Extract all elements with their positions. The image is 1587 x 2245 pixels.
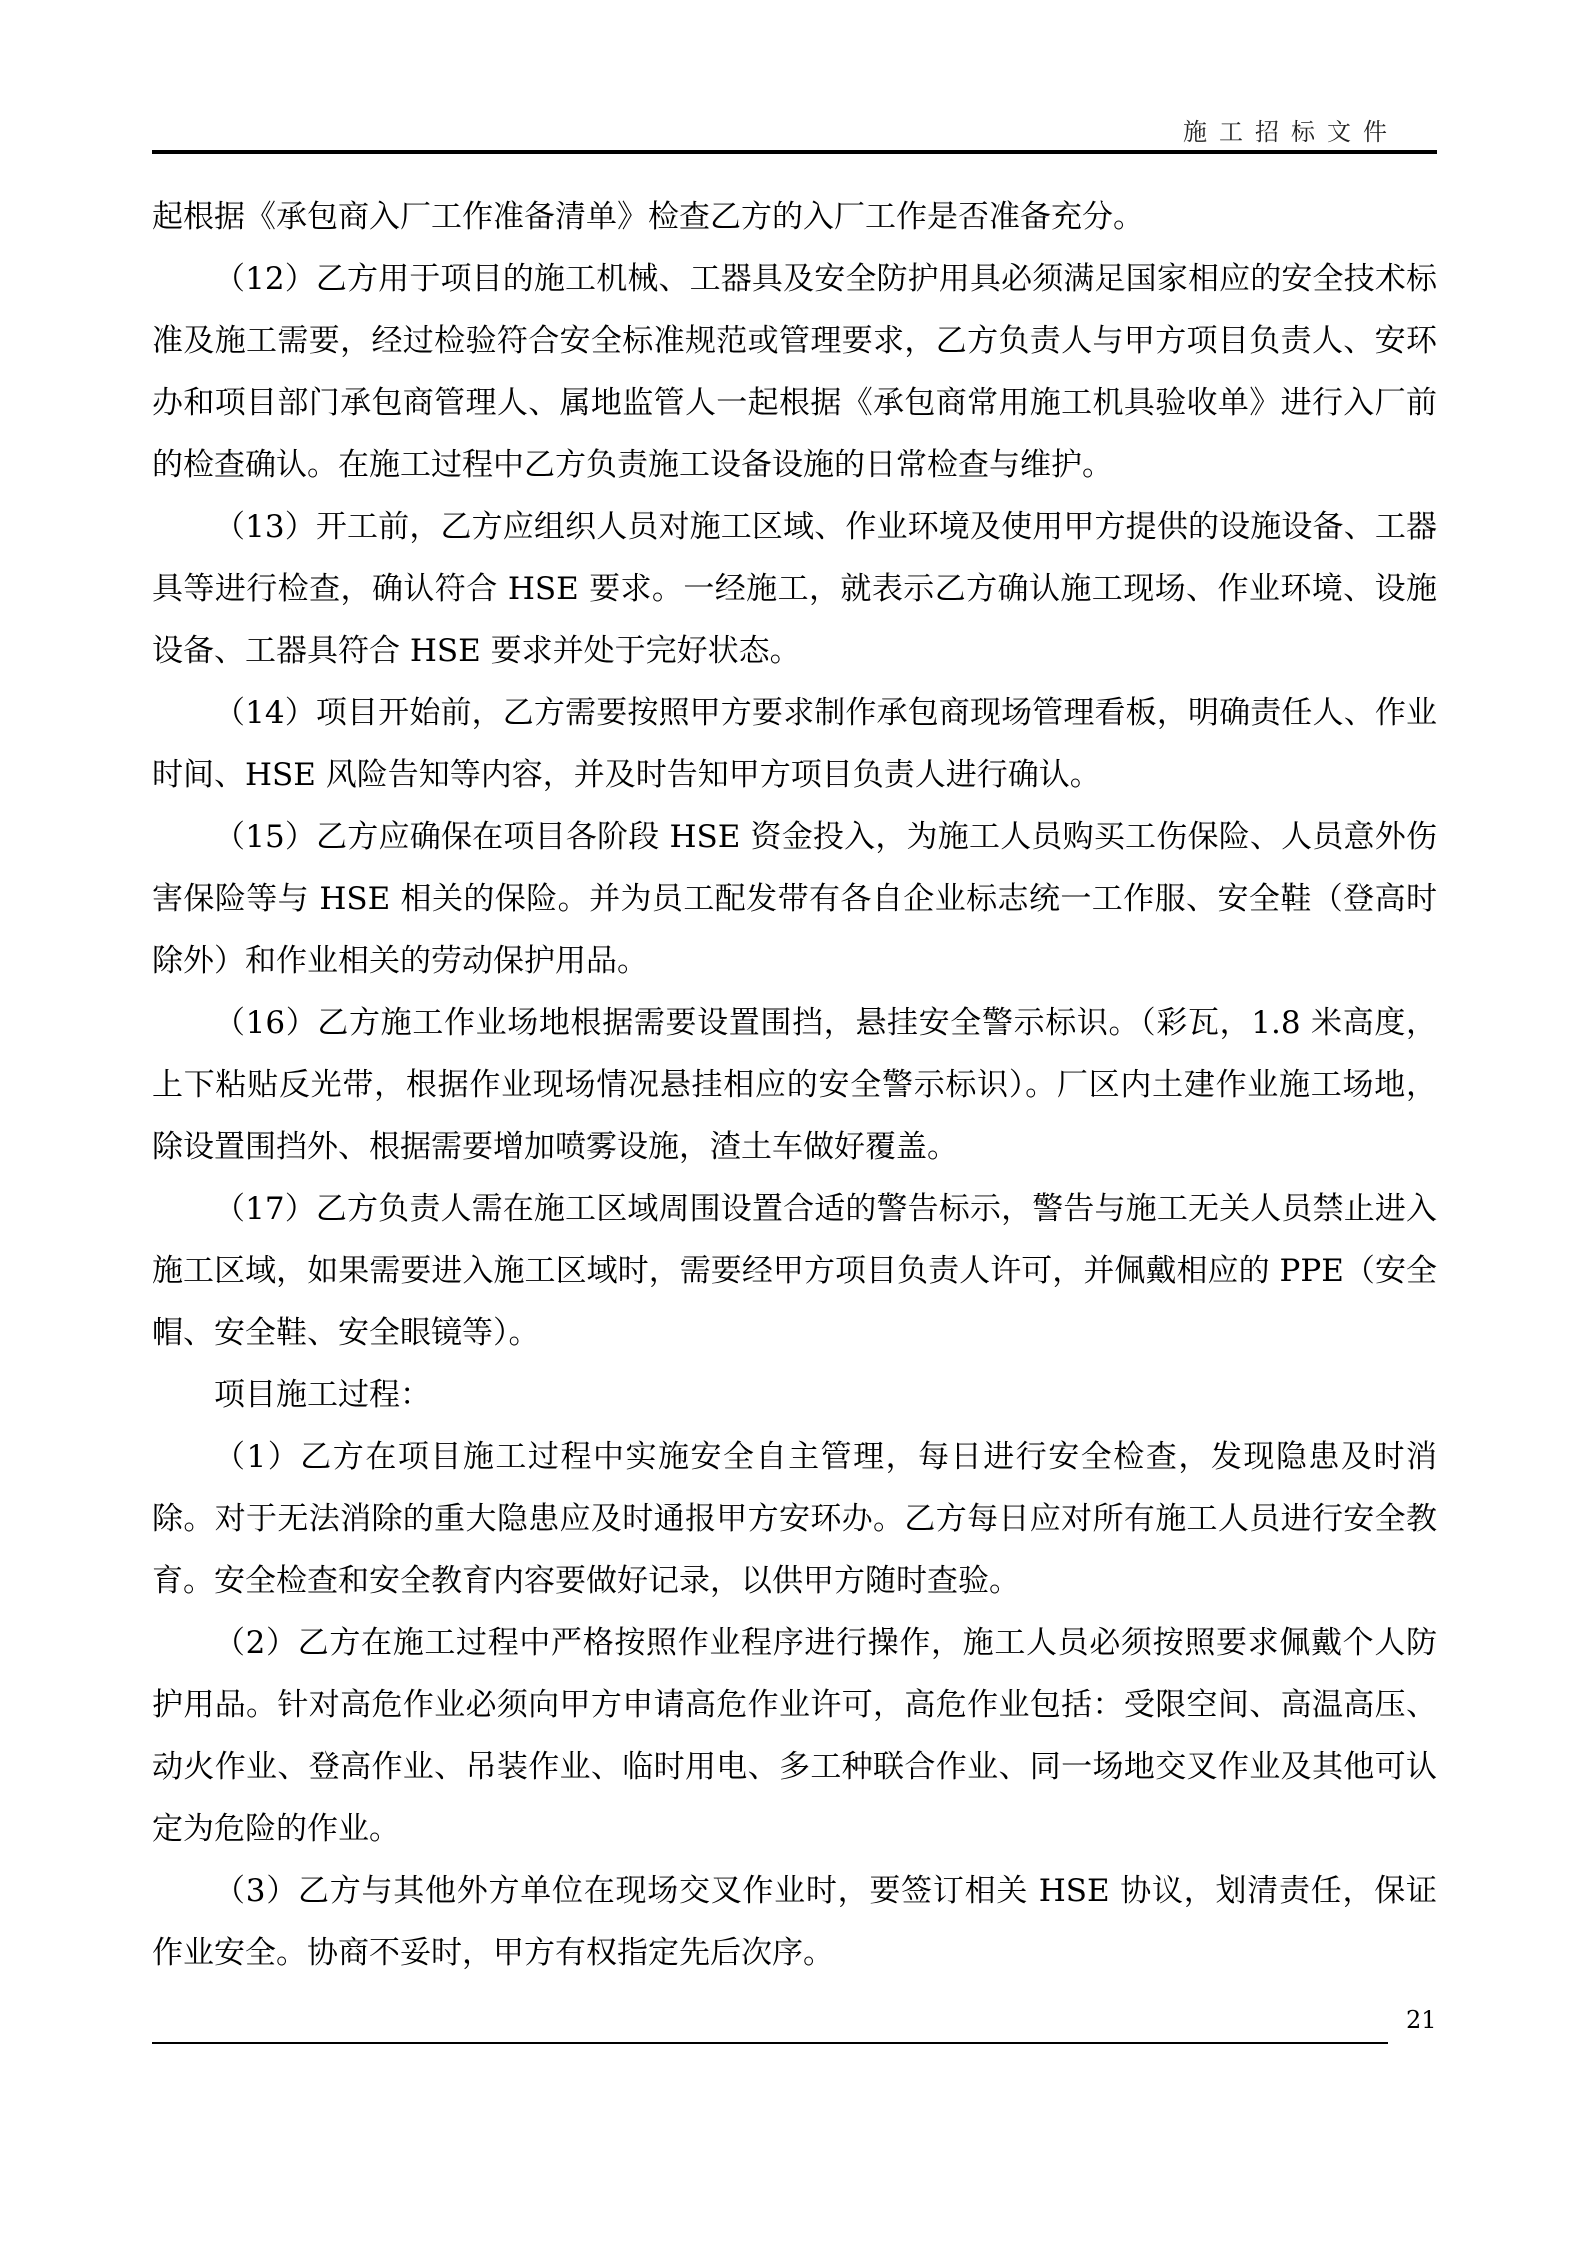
paragraph: （12）乙方用于项目的施工机械、工器具及安全防护用具必须满足国家相应的安全技术标准及施工需要，经过检验符合安全标准规范或管理要求，乙方负责人与甲方项目负责人、安环办和项目部门承包商管理人、属地监管人一起根据《承包商常用施工机具验收单》进行入厂前的检查确认。在施工过程中乙方负责施工设备设施的日常检查与维护。	[152, 261, 1437, 483]
paragraph: （17）乙方负责人需在施工区域周围设置合适的警告标示，警告与施工无关人员禁止进入施工区域，如果需要进入施工区域时，需要经甲方项目负责人许可，并佩戴相应的 PPE（安全帽、安全鞋、安全眼镜等）。	[152, 1191, 1437, 1351]
page-number: 21	[1406, 2006, 1437, 2034]
paragraph: （3）乙方与其他外方单位在现场交叉作业时，要签订相关 HSE 协议，划清责任，保证作业安全。协商不妥时，甲方有权指定先后次序。	[152, 1873, 1437, 1971]
section-label: 项目施工过程：	[214, 1377, 431, 1413]
paragraph: （16）乙方施工作业场地根据需要设置围挡，悬挂安全警示标识。（彩瓦，1.8 米高度，上下粘贴反光带，根据作业现场情况悬挂相应的安全警示标识）。厂区内土建作业施工场地，除设置围挡外、根据需要增加喷雾设施，渣土车做好覆盖。	[152, 1005, 1437, 1165]
header-title: 施工招标文件	[1183, 118, 1399, 146]
paragraph: （15）乙方应确保在项目各阶段 HSE 资金投入，为施工人员购买工伤保险、人员意外伤害保险等与 HSE 相关的保险。并为员工配发带有各自企业标志统一工作服、安全鞋（登高时除外）和作业相关的劳动保护用品。	[152, 819, 1437, 979]
paragraph: 起根据《承包商入厂工作准备清单》检查乙方的入厂工作是否准备充分。	[152, 199, 1144, 235]
paragraph: （2）乙方在施工过程中严格按照作业程序进行操作，施工人员必须按照要求佩戴个人防护用品。针对高危作业必须向甲方申请高危作业许可，高危作业包括：受限空间、高温高压、动火作业、登高作业、吊装作业、临时用电、多工种联合作业、同一场地交叉作业及其他可认定为危险的作业。	[152, 1625, 1437, 1847]
paragraph: （13）开工前，乙方应组织人员对施工区域、作业环境及使用甲方提供的设施设备、工器具等进行检查，确认符合 HSE 要求。一经施工，就表示乙方确认施工现场、作业环境、设施设备、工器具符合 HSE 要求并处于完好状态。	[152, 509, 1437, 669]
header-rule	[152, 150, 1437, 154]
paragraph: （14）项目开始前，乙方需要按照甲方要求制作承包商现场管理看板，明确责任人、作业时间、HSE 风险告知等内容，并及时告知甲方项目负责人进行确认。	[152, 695, 1437, 793]
document-body	[152, 186, 1437, 1984]
footer-rule	[152, 2042, 1388, 2044]
paragraph: （1）乙方在项目施工过程中实施安全自主管理，每日进行安全检查，发现隐患及时消除。对于无法消除的重大隐患应及时通报甲方安环办。乙方每日应对所有施工人员进行安全教育。安全检查和安全教育内容要做好记录，以供甲方随时查验。	[152, 1439, 1437, 1599]
